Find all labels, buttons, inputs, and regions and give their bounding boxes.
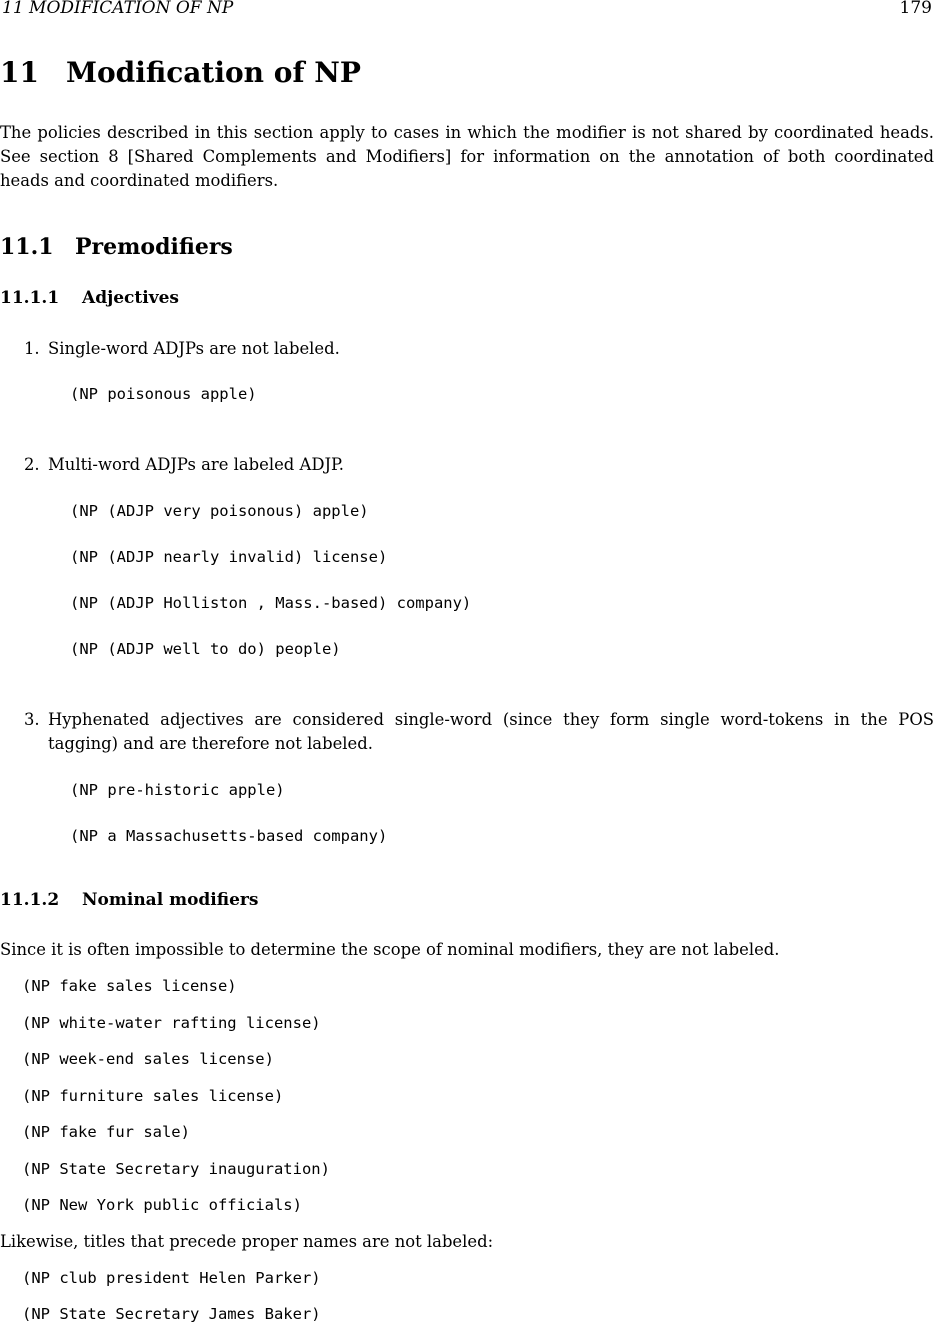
code-example: (NP (ADJP well to do) people) [70,640,341,658]
titles-intro-paragraph: Likewise, titles that precede proper names are not labeled: [0,1232,494,1251]
subsection-heading-adjectives [0,288,179,308]
code-example: (NP furniture sales license) [22,1087,284,1105]
list-item-text: Multi-word ADJPs are labeled ADJP. [48,455,344,474]
section-title: Premodifiers [75,234,233,260]
subsection-number: 11.1.2 [0,890,60,910]
subsection-number: 11.1.1 [0,288,60,308]
list-item-continuation [24,732,934,756]
code-example: (NP (ADJP Holliston , Mass.-based) company) [70,594,472,612]
code-example: (NP week-end sales license) [22,1050,274,1068]
chapter-intro-paragraph: The policies described in this section apply to cases in which the modifier is not shared by coordinated heads. See section 8 [Shared Complements and Modifiers] for information on the annotation of both coordinated heads and coordinated modifiers. [0,123,934,190]
chapter-title-text: Modification of NP [66,56,361,89]
code-example: (NP a Massachusetts-based company) [70,827,388,845]
code-example: (NP pre-historic apple) [70,781,285,799]
chapter-title [0,56,361,89]
list-item-number: 3. [24,710,40,729]
nominal-intro-paragraph: Since it is often impossible to determine the scope of nominal modifiers, they are not labeled. [0,940,780,959]
code-example: (NP white-water rafting license) [22,1014,321,1032]
list-item [24,337,934,361]
list-item-number: 1. [24,339,40,358]
section-number: 11.1 [0,234,54,260]
code-example: (NP (ADJP very poisonous) apple) [70,502,369,520]
code-example: (NP (ADJP nearly invalid) license) [70,548,388,566]
subsection-title: Adjectives [82,288,179,308]
chapter-number: 11 [0,56,39,89]
list-item-text: tagging) and are therefore not labeled. [48,734,373,753]
page-number: 179 [899,0,932,18]
code-example: (NP fake sales license) [22,977,237,995]
code-example: (NP club president Helen Parker) [22,1269,321,1287]
list-item [24,453,934,477]
list-item-text: Hyphenated adjectives are considered single-word (since they form single word-tokens in the POS [48,710,934,729]
code-example: (NP State Secretary inauguration) [22,1160,330,1178]
code-example: (NP poisonous apple) [70,385,257,403]
running-head: 11 MODIFICATION OF NP [2,0,234,18]
code-example: (NP New York public officials) [22,1196,302,1214]
list-item-number: 2. [24,455,40,474]
section-heading [0,234,233,260]
code-example: (NP State Secretary James Baker) [22,1305,321,1323]
list-item [24,708,934,732]
code-example: (NP fake fur sale) [22,1123,190,1141]
subsection-heading-nominal [0,890,258,910]
list-item-text: Single-word ADJPs are not labeled. [48,339,340,358]
subsection-title: Nominal modifiers [82,890,259,910]
